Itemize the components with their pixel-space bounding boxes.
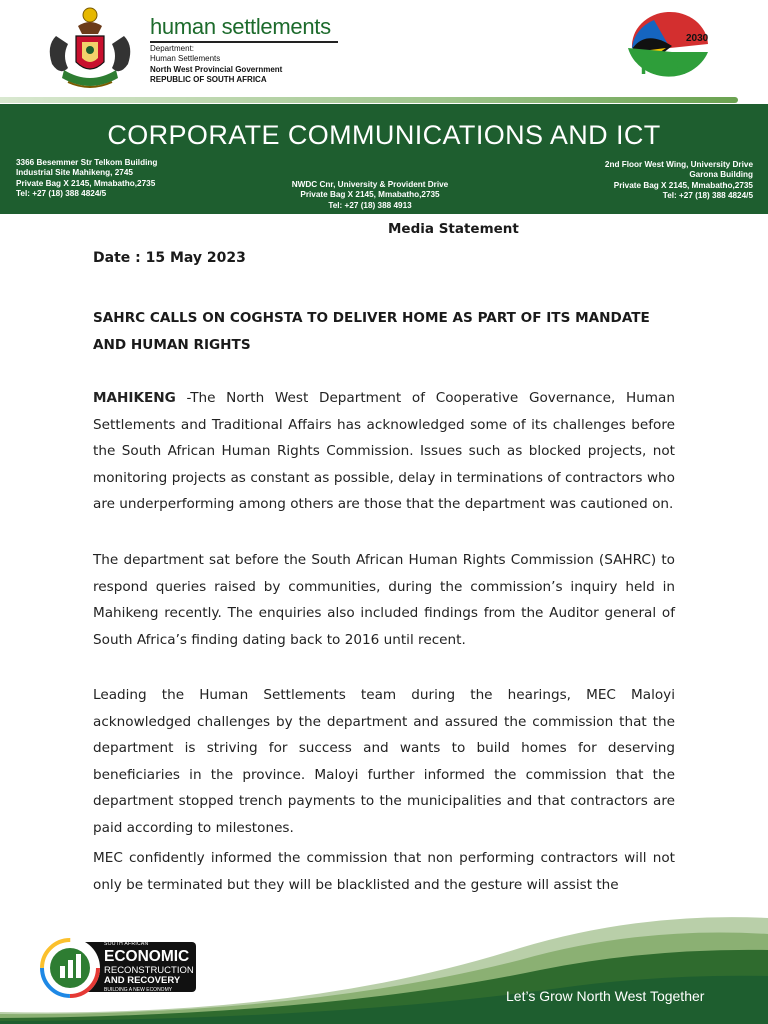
middle-address [280,180,460,211]
dept-line: REPUBLIC OF SOUTH AFRICA [150,75,267,85]
paragraph-1-text: -The North West Department of Cooperative Governance, Human Settlements and Traditional Affairs has acknowledged some of its challenges before the South African Human Rights Commission. Issues such as blocked projects, not monitoring projects as constant as possible, delay in terminations of contractors who are underperforming among others are those that the department was cautioned on. [93,390,675,512]
paragraph-4: MEC confidently informed the commission that non performing contractors will not only be terminated but they will be blacklisted and the gesture will assist the [93,850,675,893]
department-title: human settlements [150,14,331,39]
address-line: NWDC Cnr, University & Provident Drive [291,180,449,189]
address-line: 3366 Besemmer Str Telkom Building [16,158,158,167]
address-line: Industrial Site Mahikeng, 2745 [16,168,133,178]
address-line: Private Bag X 2145, Mmabatho,2735 [16,178,156,188]
address-line: Tel: +27 (18) 388 4913 [328,200,412,210]
err-big-text: ECONOMIC [104,948,190,965]
dept-line: North West Provincial Government [150,64,283,74]
address-line: 2nd Floor West Wing, University Drive [604,160,753,169]
err-small-text: SOUTH AFRICAN [104,941,149,947]
address-line: Private Bag X 2145, Mmabatho,2735 [613,180,753,190]
ndp-text: NDP [640,50,698,80]
err-logo-text [104,942,194,993]
footer-tagline: Let’s Grow North West Together [506,988,705,1004]
address-line: Tel: +27 (18) 388 4824/5 [16,189,107,199]
coat-of-arms-icon [38,6,142,96]
dept-line: Human Settlements [150,54,221,64]
err-line-2: RECONSTRUCTION [104,964,194,976]
ndp-year-text: 2030 [686,33,709,44]
statement-date: Date : 15 May 2023 [93,250,246,266]
address-line: Tel: +27 (18) 388 4824/5 [662,191,753,201]
err-line-3: AND RECOVERY [104,975,181,986]
paragraph-2: The department sat before the South African Human Rights Commission (SAHRC) to respond queries raised by communities, during the commission’s inquiry held in Mahikeng recently. The enquiries also included findings from the Auditor general of South Africa’s finding dating back to 2016 until recent. [93,552,675,648]
left-address [16,158,157,200]
band-highlight [0,97,738,103]
department-details [150,44,282,86]
ndp-2030-logo [624,8,716,90]
dateline: MAHIKENG [93,390,176,406]
headline: SAHRC CALLS ON COGHSTA TO DELIVER HOME AS PART OF ITS MANDATE AND HUMAN RIGHTS [93,310,650,353]
dept-line: Department: [150,44,195,53]
media-statement-label: Media Statement [388,221,519,237]
right-address [605,160,753,202]
address-line: Garona Building [689,170,753,180]
band-title: CORPORATE COMMUNICATIONS AND ICT [107,120,661,150]
address-line: Private Bag X 2145, Mmabatho,2735 [300,190,440,200]
err-tagline: BUILDING A NEW ECONOMY [104,986,173,993]
paragraph-1 [93,385,675,518]
title-rule [150,41,338,43]
paragraph-3: Leading the Human Settlements team during the hearings, MEC Maloyi acknowledged challenges by the department and assured the commission that the department is striving for success and wants to build homes for deserving beneficiaries in the province. Maloyi further informed the commission that the department stopped trench payments to the municipalities and that contractors are paid according to milestones. [93,687,675,836]
